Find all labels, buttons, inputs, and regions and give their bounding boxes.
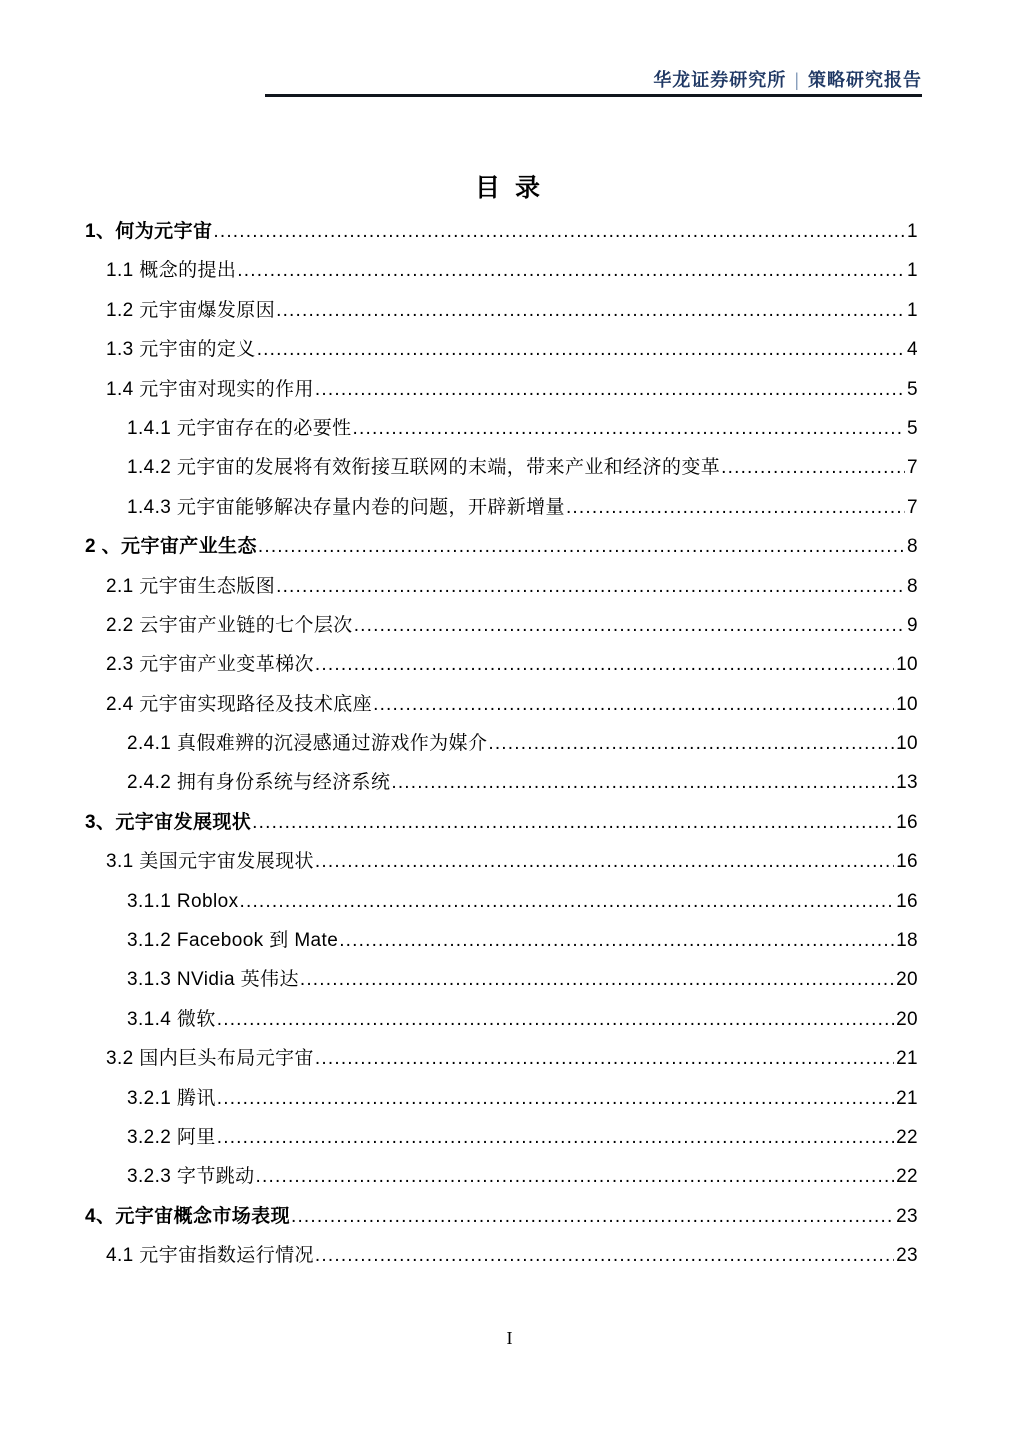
toc-leader-dots xyxy=(252,803,894,842)
toc-leader-dots xyxy=(315,1039,894,1078)
toc-entry[interactable] xyxy=(85,330,918,369)
toc-entry[interactable] xyxy=(85,1157,918,1196)
toc-entry[interactable] xyxy=(85,251,918,290)
toc-page-number: 10 xyxy=(896,654,918,676)
toc-entry[interactable] xyxy=(85,724,918,763)
toc-entry[interactable] xyxy=(85,1000,918,1039)
toc-entry-label: 3.1.1 Roblox xyxy=(127,890,239,912)
toc-entry-label: 1.3 元宇宙的定义 xyxy=(106,339,256,361)
toc-leader-dots xyxy=(256,1157,895,1196)
toc-leader-dots xyxy=(315,1236,894,1275)
toc-page-number: 9 xyxy=(907,614,918,636)
toc-entry-label: 2.3 元宇宙产业变革梯次 xyxy=(106,654,314,676)
toc-entry-label: 3.1.4 微软 xyxy=(127,1008,216,1030)
toc-page-number: 5 xyxy=(907,417,918,439)
toc-page-number: 7 xyxy=(907,496,918,518)
toc-entry-label: 2.4.2 拥有身份系统与经济系统 xyxy=(127,772,391,794)
header-separator: | xyxy=(794,70,800,90)
toc-entry[interactable] xyxy=(85,842,918,881)
toc-entry[interactable] xyxy=(85,1039,918,1078)
toc-entry-label: 1、何为元宇宙 xyxy=(85,221,213,242)
toc-leader-dots xyxy=(315,645,894,684)
toc-entry[interactable] xyxy=(85,291,918,330)
toc-page-number: 8 xyxy=(907,536,918,558)
toc-leader-dots xyxy=(353,409,905,448)
toc-entry[interactable] xyxy=(85,527,918,566)
toc-entry-label: 3.2 国内巨头布局元宇宙 xyxy=(106,1048,314,1070)
toc-page-number: 22 xyxy=(896,1126,918,1148)
toc-entry[interactable] xyxy=(85,803,918,842)
page-title: 目 录 xyxy=(475,174,544,202)
header-rule-line xyxy=(265,94,922,97)
toc-entry-label: 4.1 元宇宙指数运行情况 xyxy=(106,1245,314,1267)
toc-entry[interactable] xyxy=(85,370,918,409)
toc-leader-dots xyxy=(237,251,905,290)
toc-page-number: 23 xyxy=(896,1245,918,1267)
toc-page-number: 1 xyxy=(907,299,918,321)
toc-entry-label: 3.2.1 腾讯 xyxy=(127,1087,216,1109)
toc-leader-dots xyxy=(354,606,905,645)
toc-entry[interactable] xyxy=(85,212,918,251)
toc-entry-label: 3.1.3 NVidia 英伟达 xyxy=(127,969,299,991)
toc-page-number: 8 xyxy=(907,575,918,597)
toc-entry[interactable] xyxy=(85,645,918,684)
toc-entry-label: 3.2.3 字节跳动 xyxy=(127,1166,255,1188)
toc-page-number: 21 xyxy=(896,1087,918,1109)
toc-page-number: 20 xyxy=(896,1008,918,1030)
toc-page-number: 23 xyxy=(896,1205,918,1227)
toc-entry-label: 3、元宇宙发展现状 xyxy=(85,811,252,833)
toc-entry[interactable] xyxy=(85,685,918,724)
toc-leader-dots xyxy=(488,724,894,763)
toc-entry-label: 4、元宇宙概念市场表现 xyxy=(85,1205,290,1227)
toc-entry-label: 2.4 元宇宙实现路径及技术底座 xyxy=(106,693,373,715)
toc-entry[interactable] xyxy=(85,488,918,527)
toc-entry-label: 1.2 元宇宙爆发原因 xyxy=(106,299,276,321)
page-header xyxy=(0,66,922,92)
toc-leader-dots xyxy=(258,527,905,566)
toc-entry-label: 1.4.2 元宇宙的发展将有效衔接互联网的末端，带来产业和经济的变革 xyxy=(127,457,721,479)
toc-page-number: 16 xyxy=(896,811,918,833)
toc-page-number: 10 xyxy=(896,733,918,755)
toc-entry-label: 2.2 云宇宙产业链的七个层次 xyxy=(106,614,353,636)
toc-entry[interactable] xyxy=(85,409,918,448)
header-report-type: 策略研究报告 xyxy=(808,70,922,90)
toc-page-number: 16 xyxy=(896,851,918,873)
toc-leader-dots xyxy=(217,1118,894,1157)
toc-entry-label: 2.4.1 真假难辨的沉浸感通过游戏作为媒介 xyxy=(127,733,488,755)
toc-leader-dots xyxy=(315,842,894,881)
toc-page-number: 20 xyxy=(896,969,918,991)
toc-leader-dots xyxy=(217,1000,894,1039)
toc-entry-label: 2.1 元宇宙生态版图 xyxy=(106,575,276,597)
toc-entry[interactable] xyxy=(85,882,918,921)
toc-leader-dots xyxy=(257,330,905,369)
toc-leader-dots xyxy=(217,1079,894,1118)
toc-entry-label: 3.1 美国元宇宙发展现状 xyxy=(106,851,314,873)
toc-leader-dots xyxy=(291,1197,894,1236)
toc-list xyxy=(85,212,918,1276)
toc-entry[interactable] xyxy=(85,763,918,802)
toc-leader-dots xyxy=(373,685,894,724)
toc-entry[interactable] xyxy=(85,921,918,960)
toc-entry[interactable] xyxy=(85,1197,918,1236)
toc-leader-dots xyxy=(213,212,905,251)
toc-page-number: 22 xyxy=(896,1166,918,1188)
toc-entry[interactable] xyxy=(85,606,918,645)
toc-page-number: 1 xyxy=(907,221,918,242)
toc-entry-label: 1.4.1 元宇宙存在的必要性 xyxy=(127,417,352,439)
toc-page-number: 21 xyxy=(896,1048,918,1070)
toc-entry-label: 3.2.2 阿里 xyxy=(127,1126,216,1148)
toc-page-number: 1 xyxy=(907,260,918,282)
toc-leader-dots xyxy=(391,763,894,802)
toc-page-number: 10 xyxy=(896,693,918,715)
toc-entry-label: 2 、元宇宙产业生态 xyxy=(85,536,257,558)
toc-leader-dots xyxy=(339,921,894,960)
toc-leader-dots xyxy=(315,370,905,409)
toc-entry-label: 1.4.3 元宇宙能够解决存量内卷的问题，开辟新增量 xyxy=(127,496,565,518)
toc-leader-dots xyxy=(276,291,905,330)
toc-page-number: 4 xyxy=(907,339,918,361)
toc-leader-dots xyxy=(300,960,894,999)
footer-page-number: I xyxy=(506,1328,513,1348)
toc-entry[interactable] xyxy=(85,448,918,487)
toc-entry-label: 3.1.2 Facebook 到 Mate xyxy=(127,930,339,952)
toc-page-number: 18 xyxy=(896,930,918,952)
header-institute: 华龙证券研究所 xyxy=(653,70,787,90)
toc-entry-label: 1.1 概念的提出 xyxy=(106,260,237,282)
toc-leader-dots xyxy=(721,448,905,487)
page-footer xyxy=(0,1328,1019,1349)
toc-entry[interactable] xyxy=(85,1236,918,1275)
toc-page-number: 7 xyxy=(907,457,918,479)
toc-entry[interactable] xyxy=(85,567,918,606)
toc-page-number: 5 xyxy=(907,378,918,400)
toc-entry[interactable] xyxy=(85,960,918,999)
toc-leader-dots xyxy=(276,567,905,606)
toc-entry[interactable] xyxy=(85,1079,918,1118)
toc-page-number: 13 xyxy=(896,772,918,794)
toc-leader-dots xyxy=(239,882,894,921)
toc-entry[interactable] xyxy=(85,1118,918,1157)
toc-entry-label: 1.4 元宇宙对现实的作用 xyxy=(106,378,314,400)
toc-page-number: 16 xyxy=(896,890,918,912)
toc-leader-dots xyxy=(566,488,905,527)
